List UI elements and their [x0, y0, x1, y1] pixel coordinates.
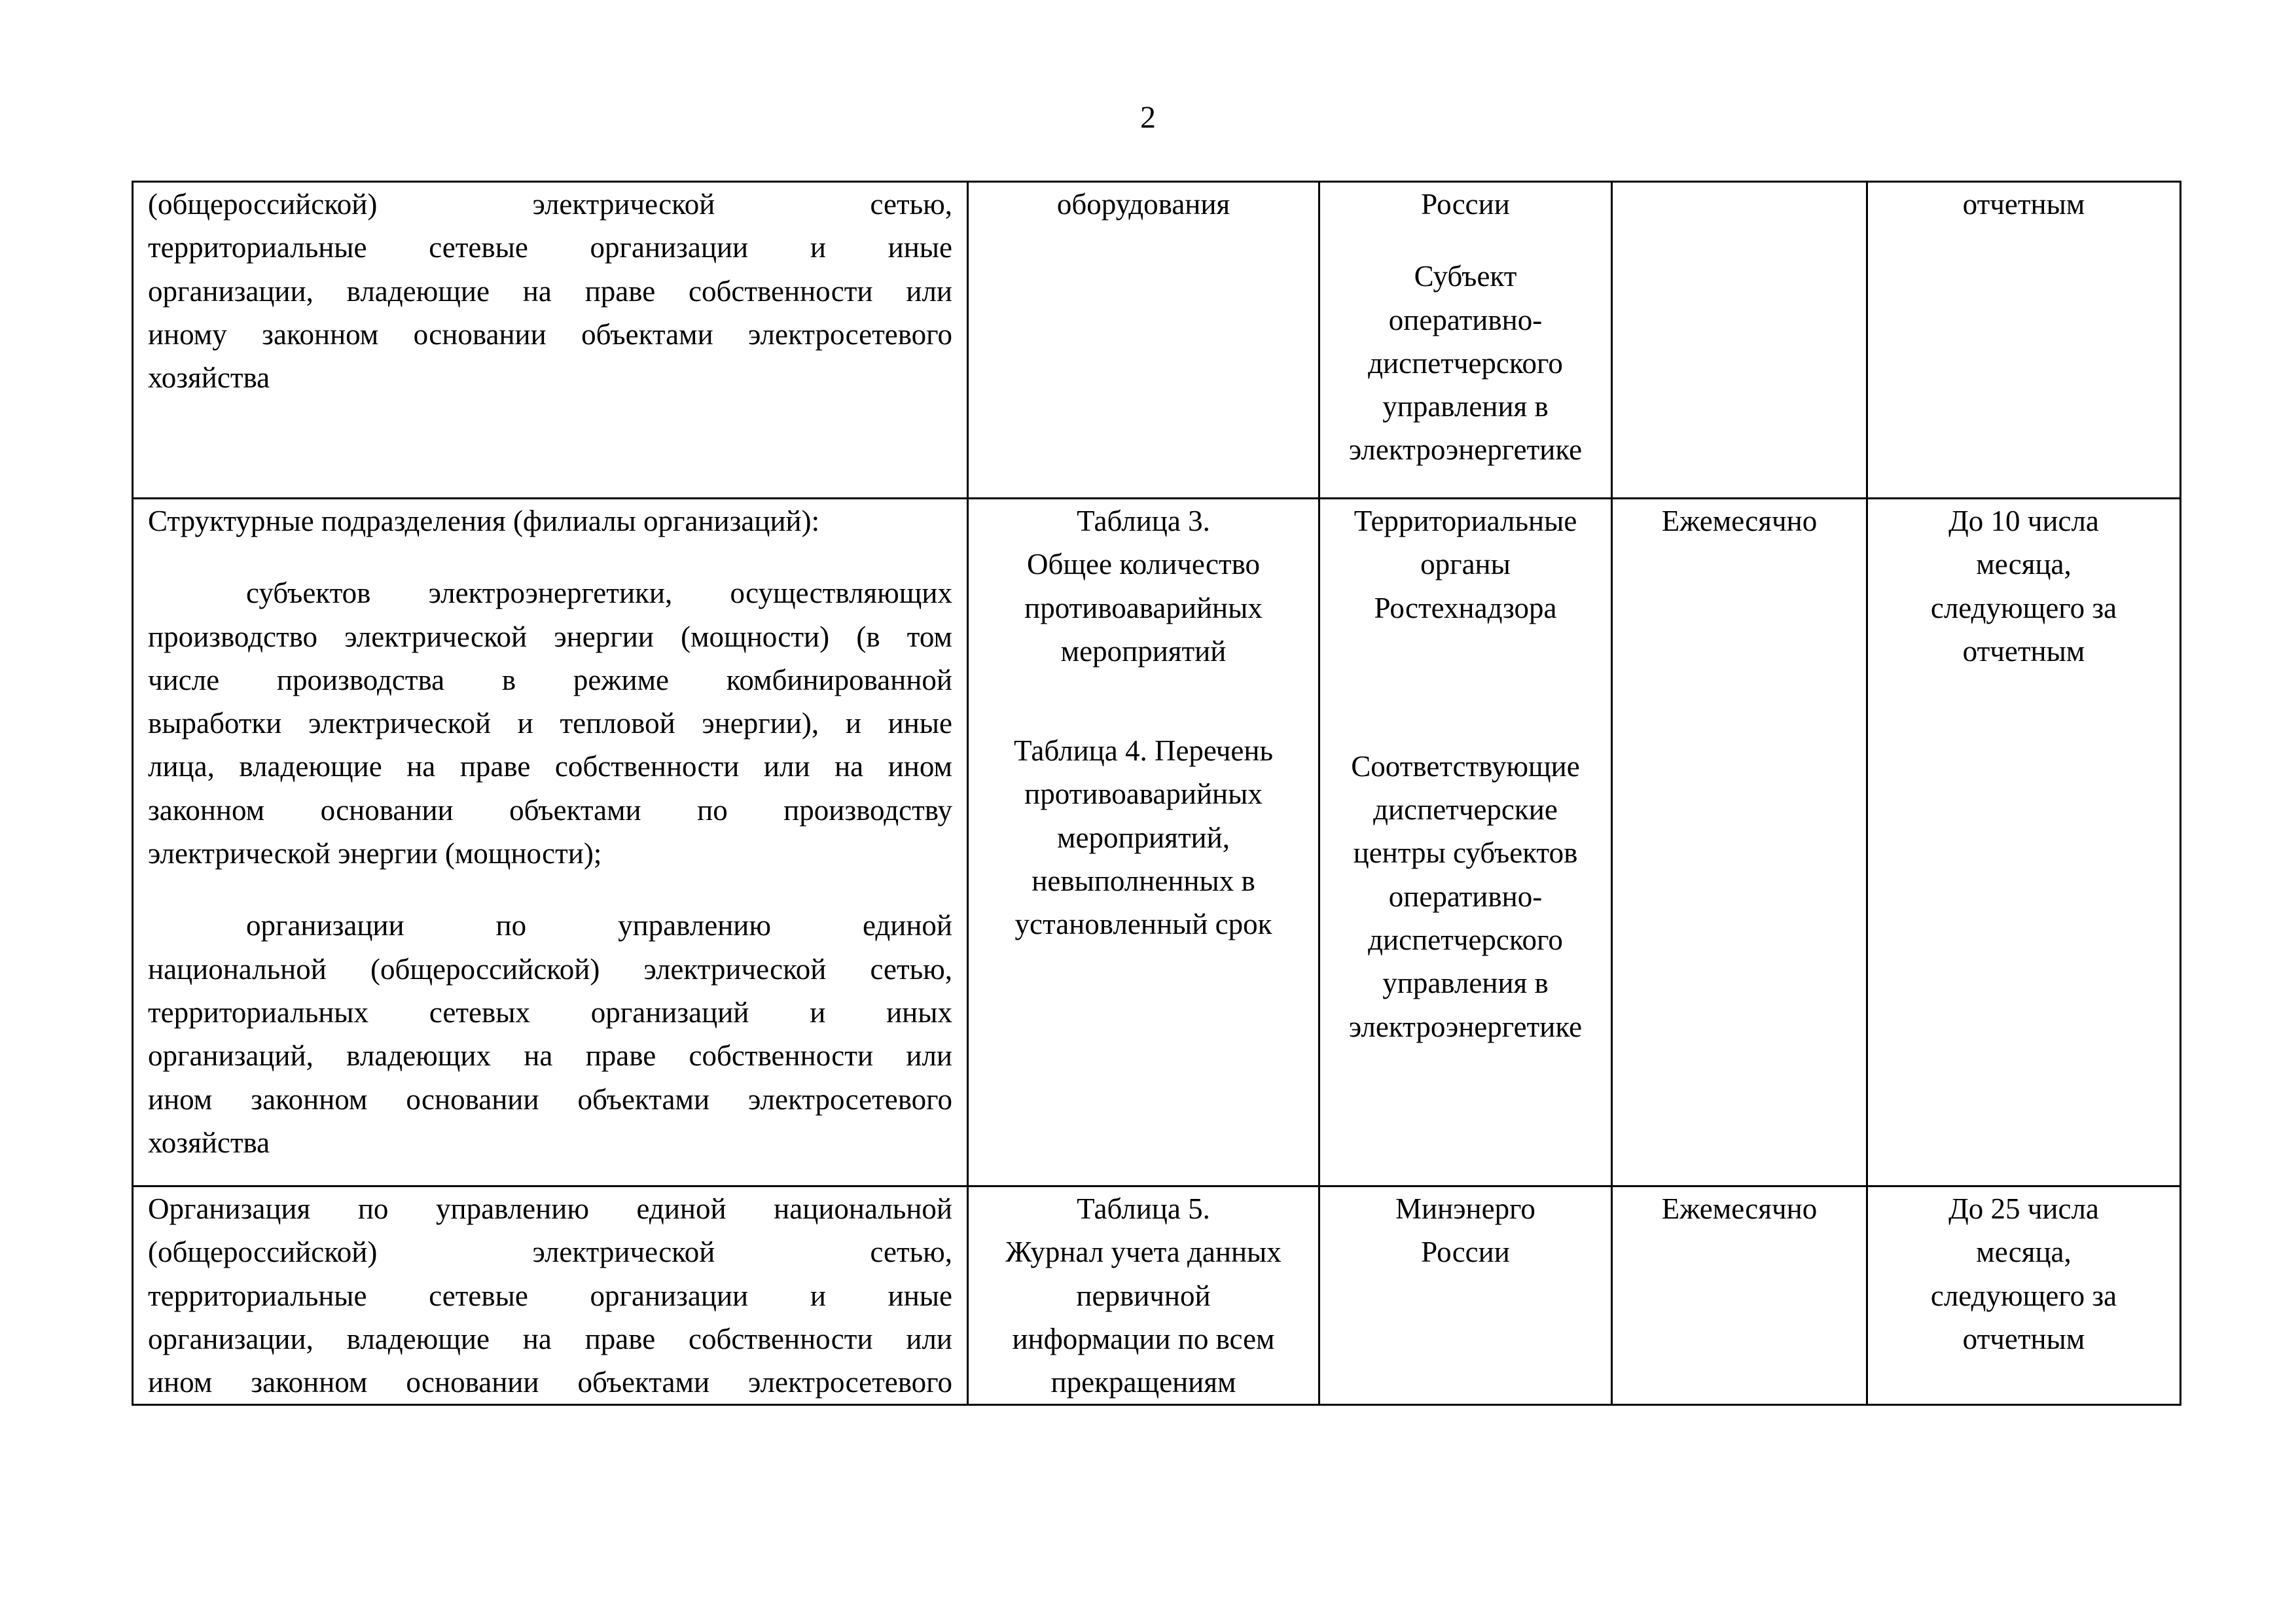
text-line: Таблица 4. Перечень [1014, 734, 1273, 768]
text-line: Общее количество [1026, 548, 1261, 581]
table-row [133, 499, 2181, 1186]
text-line: Ежемесячно [1661, 505, 1818, 537]
text-line: территориальные сетевые организации и иные [148, 231, 952, 264]
text-line: Ростехнадзора [1374, 591, 1557, 624]
text-line: информации по всем [1012, 1322, 1275, 1355]
text-line: До 10 числа [1948, 505, 2099, 537]
text-line: органы [1420, 548, 1511, 581]
text-line: месяца, [1976, 1236, 2072, 1269]
text-line: противоаварийных [1024, 777, 1263, 811]
cell-organizations [133, 182, 968, 499]
text-line: противоаварийных [1024, 591, 1263, 624]
cell-periodicity [1612, 499, 1867, 1186]
cell-form [968, 182, 1319, 499]
text-line: Организация по управлению единой национальной [148, 1192, 952, 1225]
text-line: мероприятий [1060, 634, 1227, 668]
text-line: организации по управлению единой [246, 909, 952, 942]
text-line: субъектов электроэнергетики, осуществляющих [246, 577, 952, 610]
text-line: управления в [1382, 967, 1549, 1000]
text-line: ином законном основании объектами электросетевого [148, 1082, 952, 1116]
cell-organizations [133, 499, 968, 1186]
text-line: диспетчерского [1368, 346, 1563, 380]
text-line: следующего за [1930, 591, 2117, 624]
text-line: Субъект [1414, 260, 1517, 293]
text-line: отчетным [1962, 188, 2085, 221]
text-line: производство электрической энергии (мощности) (в том [148, 620, 952, 653]
text-line: территориальных сетевых организаций и иных [148, 995, 952, 1029]
text-line: Таблица 3. [1077, 505, 1210, 537]
text-line: Минэнерго [1395, 1192, 1535, 1225]
text-line: Территориальные [1354, 505, 1577, 537]
text-line: национальной (общероссийской) электрической сетью, [148, 952, 952, 986]
cell-recipient [1319, 182, 1612, 499]
table-row [133, 182, 2181, 499]
text-line: хозяйства [148, 1126, 270, 1159]
cell-deadline [1867, 499, 2181, 1186]
text-line: Журнал учета данных [1005, 1236, 1282, 1269]
text-line: первичной [1076, 1279, 1211, 1312]
text-line: организаций, владеющих на праве собственности или [148, 1039, 952, 1073]
cell-deadline [1867, 1186, 2181, 1405]
text-line: выработки электрической и тепловой энергии), и иные [148, 707, 952, 740]
cell-deadline [1867, 182, 2181, 499]
text-line: Структурные подразделения (филиалы организаций): [148, 505, 820, 537]
text-line: Таблица 5. [1077, 1192, 1210, 1225]
text-line: территориальные сетевые организации и иные [148, 1279, 952, 1312]
cell-form [968, 1186, 1319, 1405]
text-line: иному законном основании объектами электросетевого [148, 317, 952, 351]
text-line: организации, владеющие на праве собственности или [148, 274, 952, 308]
text-line: Ежемесячно [1661, 1192, 1818, 1225]
cell-periodicity [1612, 1186, 1867, 1405]
text-line: управления в [1382, 390, 1549, 423]
text-line: Соответствующие [1351, 749, 1580, 783]
text-line: ином законном основании объектами электросетевого [148, 1366, 952, 1399]
text-line: мероприятий, [1057, 821, 1230, 854]
text-line: лица, владеющие на праве собственности или на ином [148, 750, 952, 783]
text-line: До 25 числа [1948, 1192, 2099, 1225]
cell-periodicity [1612, 182, 1867, 499]
text-line: электроэнергетике [1348, 1010, 1583, 1043]
text-line: (общероссийской) электрической сетью, [148, 188, 952, 221]
cell-recipient [1319, 1186, 1612, 1405]
text-line: хозяйства [148, 361, 270, 395]
text-line: диспетчерские [1373, 793, 1558, 827]
page-number: 2 [1140, 100, 1156, 135]
text-line: числе производства в режиме комбинированной [148, 663, 952, 696]
text-line: законном основании объектами по производству [148, 793, 952, 827]
text-line: России [1421, 188, 1510, 221]
text-line: организации, владеющие на праве собственности или [148, 1322, 952, 1355]
text-line: оперативно- [1388, 303, 1543, 336]
cell-recipient [1319, 499, 1612, 1186]
text-line: центры субъектов [1353, 836, 1578, 870]
text-line: месяца, [1976, 548, 2072, 581]
text-line: отчетным [1962, 634, 2085, 668]
text-line: прекращениям [1050, 1366, 1236, 1399]
text-line: оперативно- [1388, 880, 1543, 913]
report-table [132, 181, 2181, 1406]
text-line: (общероссийской) электрической сетью, [148, 1236, 952, 1269]
text-line: следующего за [1930, 1279, 2117, 1312]
text-line: установленный срок [1014, 908, 1272, 941]
text-line: России [1421, 1236, 1510, 1269]
cell-form [968, 499, 1319, 1186]
text-line: оборудования [1056, 188, 1230, 221]
cell-organizations [133, 1186, 968, 1405]
text-line: электрической энергии (мощности); [148, 837, 602, 870]
table-row [133, 1186, 2181, 1405]
text-line: электроэнергетике [1348, 433, 1583, 467]
text-line: диспетчерского [1368, 923, 1563, 957]
text-line: невыполненных в [1031, 865, 1255, 898]
text-line: отчетным [1962, 1322, 2085, 1355]
